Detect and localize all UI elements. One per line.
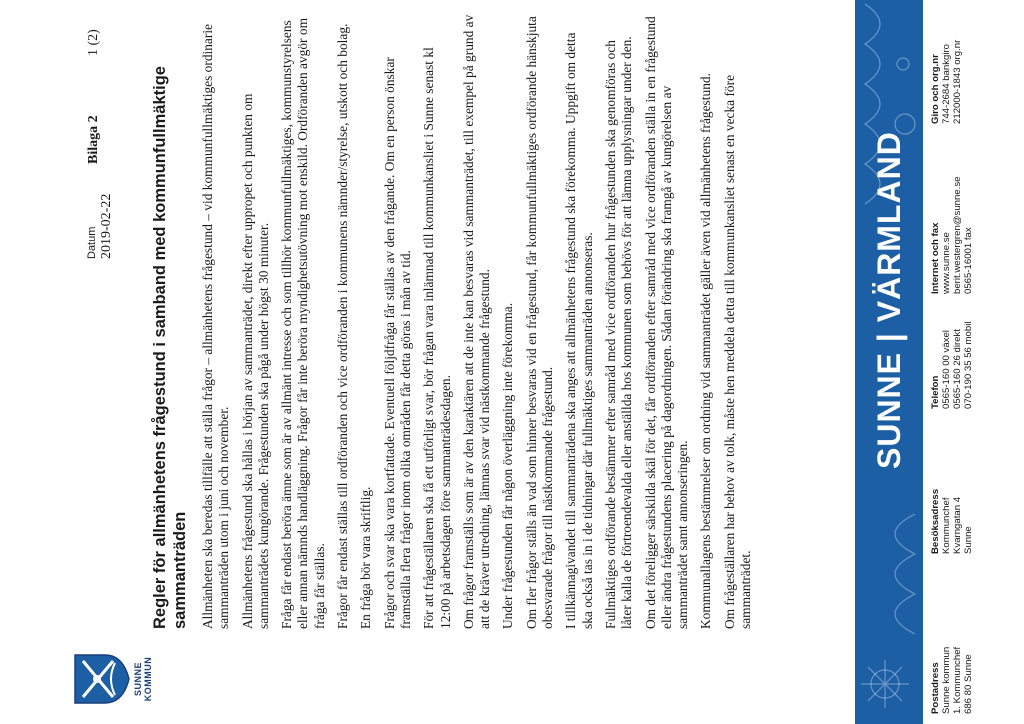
paragraph: Under frågestunden får någon överläggning inte förekomma.	[500, 302, 516, 629]
footer-heading: Giro och org.nr	[930, 54, 941, 124]
footer-line: 744-2684 bankgiro	[941, 43, 952, 124]
coat-of-arms-icon	[73, 653, 131, 705]
footer-line: 212000-1843 org.nr	[952, 39, 963, 124]
footer-telefon	[930, 322, 974, 409]
footer-line: 1. Kommunchef	[952, 646, 963, 714]
contact-footer	[930, 9, 1010, 714]
footer-line: 0565-160 00 växel	[941, 330, 952, 409]
paragraph: Kommunallagens bestämmelser om ordning vid sammanträdet gäller även vid allmänhetens frågestund.	[698, 73, 714, 629]
paragraph: En fråga bör vara skriftlig.	[358, 486, 374, 629]
footer-line: Sunne kommun	[941, 646, 952, 714]
paragraph: Allmänhetens frågestund ska hållas i början av sammanträdet, direkt efter uppropet och punkten om sammanträdets kungörande. Frågestunden ska pågå under högst 30 minuter.	[239, 93, 271, 629]
paragraph: För att frågeställaren ska få ett utförligt svar, bör frågan vara inlämnad till kommunkansliet i Sunne senast kl 12:00 på arbetsdagen före sammanträdesdagen.	[421, 47, 453, 629]
brand-band	[855, 0, 923, 724]
footer-line: Kommunchef	[941, 497, 952, 554]
paragraph: Fråga får endast beröra ämne som är av allmänt intresse och som tillhör kommunfullmäktiges, kommunstyrelsens eller annan nämnds handläggning. Frågor får inte beröra myndighetsutövning mot enskild. Ordföranden avgör om fråga får ställas.	[279, 18, 327, 629]
footer-line: 686 80 Sunne	[963, 654, 974, 714]
page-number: 1 (2)	[86, 29, 101, 56]
paragraph: Om fler frågor ställs än vad som hinner besvaras vid en frågestund, får kommunfullmäktiges ordförande hänskjuta obesvarade frågor till nästkommande frågestund.	[523, 16, 556, 629]
paragraph: I tillkännagivandet till sammanträdena ska anges att allmänhetens frågestund ska förekomma. Uppgift om detta ska också tas in i de tidningar där fullmäktiges sammanträden annonseras.	[563, 32, 595, 629]
document-body	[200, 14, 761, 629]
footer-postadress	[930, 647, 974, 714]
footer-heading: Internet och fax	[930, 222, 941, 294]
footer-line[interactable]: www.sunne.se	[941, 232, 952, 294]
bilaga-label: Bilaga 2	[86, 115, 101, 164]
paragraph: Om det föreligger särskilda skäl för det, får ordföranden efter samråd med vice ordföranden ställa in en frågestund eller ändra frågestundens placering på dagordningen. Sådan förändring ska framgå av kungörelsen av sammanträdet samt annonseringen.	[642, 16, 691, 629]
paragraph: Om frågeställaren har behov av tolk, måste hen meddela detta till kommunkansliet senast en vecka före sammanträdet.	[721, 74, 754, 629]
page-title: Regler för allmänhetens frågestund i samband med kommunfullmäktige sammanträden	[151, 66, 189, 629]
footer-heading: Postadress	[930, 662, 941, 714]
footer-line: Kvarngatan 4	[952, 496, 963, 554]
footer-besoksadress	[930, 489, 974, 554]
paragraph: Allmänheten ska beredas tillfälle att ställa frågor – allmänhetens frågestund – vid kommunfullmäktiges ordinarie sammanträden utom i juni och november.	[200, 24, 232, 629]
paragraph: Frågor och svar ska vara kortfattade. Eventuell följdfråga får ställas av den frågande. Om en person önskar framställa flera frågor inom olika områden får detta göras i mån av tid.	[381, 57, 413, 629]
footer-line: 0565-160 26 direkt	[952, 328, 963, 409]
footer-heading: Telefon	[930, 375, 941, 409]
paragraph: Om frågor framställs som är av den karaktären att de inte kan besvaras vid sammanträdet, till exempel på grund av att de kräver utredning, lämnas svar vid nästkommande frågestund.	[460, 14, 493, 629]
footer-line: 070-190 35 56 mobil	[963, 321, 974, 409]
footer-line[interactable]: berit.westergren@sunne.se	[952, 176, 963, 294]
footer-heading: Besöksadress	[930, 488, 941, 554]
paragraph: Fullmäktiges ordförande bestämmer efter samråd med vice ordföranden hur frågestunden ska genomföras och låter kalla de förtroendevalda eller anställda hos kommunen som behövs för att lämna upplysningar under den.	[602, 36, 635, 629]
footer-internet	[930, 177, 974, 294]
footer-giro	[930, 40, 963, 124]
paragraph: Frågor får endast ställas till ordföranden och vice ordföranden i kommunens nämnder/styrelse, utskott och bolag.	[335, 23, 351, 629]
brand-wordmark: SUNNE | VÄRMLAND	[871, 131, 907, 469]
municipality-logo	[73, 644, 153, 714]
footer-line: Sunne	[963, 526, 974, 554]
date-label: Datum	[86, 226, 98, 259]
logo-text: SUNNE KOMMUN	[133, 656, 153, 702]
date-value: 2019-02-22	[99, 193, 114, 259]
footer-line: 0565-16001 fax	[963, 227, 974, 294]
